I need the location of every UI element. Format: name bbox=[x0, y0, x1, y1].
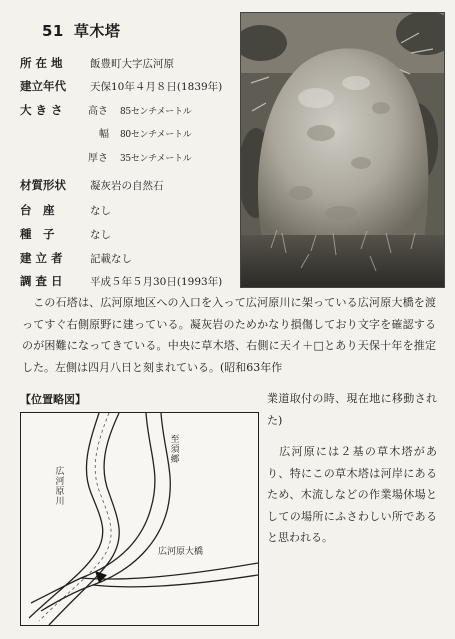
map-title: 【位置略図】 bbox=[20, 393, 86, 406]
field-seed bbox=[20, 226, 111, 242]
size-depth-value: 35センチメートル bbox=[120, 154, 192, 164]
body-paragraph-2: 広河原には２基の草木塔があり、特にこの草木塔は河岸にあるため、木流しなどの作業場休場としての場所にふさわしい所であると思われる。 bbox=[267, 445, 437, 544]
size-depth-label: 厚さ bbox=[88, 153, 108, 164]
page-title bbox=[42, 20, 120, 41]
entry-title: 草木塔 bbox=[73, 22, 121, 40]
size-height-label: 高さ bbox=[88, 106, 108, 117]
field-location-key: 所 在 地 bbox=[20, 56, 63, 70]
field-erected-value: 天保10年４月８日(1839年) bbox=[90, 81, 223, 93]
field-size bbox=[20, 102, 90, 118]
size-width-row bbox=[88, 127, 191, 143]
field-seed-value: なし bbox=[90, 229, 111, 241]
field-erected-key: 建立年代 bbox=[20, 79, 66, 93]
location-map bbox=[20, 412, 259, 626]
size-height-row bbox=[88, 104, 191, 120]
size-width-value: 80センチメートル bbox=[120, 130, 192, 140]
field-material bbox=[20, 177, 164, 193]
field-survey-date bbox=[20, 273, 222, 289]
field-builder bbox=[20, 250, 132, 266]
monument-photo-image bbox=[241, 13, 444, 287]
map-label-bridge: 広河原大橋 bbox=[158, 547, 204, 557]
field-builder-key: 建 立 者 bbox=[20, 251, 63, 265]
body-paragraph-1-continued: 業道取付の時、現在地に移動された) bbox=[267, 392, 437, 427]
field-location bbox=[20, 55, 174, 71]
field-pedestal-key: 台 座 bbox=[20, 203, 55, 217]
field-size-key: 大 き さ bbox=[20, 103, 63, 117]
field-location-value: 飯豊町大字広河原 bbox=[90, 58, 174, 70]
field-erected bbox=[20, 78, 222, 94]
field-material-key: 材質形状 bbox=[20, 178, 66, 192]
field-survey-date-key: 調 査 日 bbox=[20, 274, 63, 288]
monument-photo bbox=[240, 12, 445, 288]
field-material-value: 凝灰岩の自然石 bbox=[90, 180, 164, 192]
map-drawing bbox=[21, 413, 258, 625]
size-height-value: 85センチメートル bbox=[120, 107, 192, 117]
field-seed-key: 種 子 bbox=[20, 227, 55, 241]
size-depth-row bbox=[88, 151, 191, 167]
map-label-river: 広河原川 bbox=[55, 467, 65, 507]
field-pedestal bbox=[20, 202, 111, 218]
field-survey-date-value: 平成５年５月30日(1993年) bbox=[90, 276, 223, 288]
field-builder-value: 記載なし bbox=[90, 253, 132, 265]
entry-number: 51 bbox=[42, 22, 64, 40]
body-paragraph-1: この石塔は、広河原地区への入口を入って広河原川に架っている広河原大橋を渡ってすぐ右側原野に建っている。凝灰岩のためかなり損傷しており文字を確認するのが困難になってきている。中央に草木塔、右側に天イ＋□とあり天保十年を推定した。左側は四月八日と刻まれている。(昭和63年作 bbox=[22, 296, 436, 374]
size-width-label: 幅 bbox=[99, 129, 109, 140]
field-pedestal-value: なし bbox=[90, 205, 111, 217]
map-label-to: 至須郷 bbox=[170, 435, 180, 465]
